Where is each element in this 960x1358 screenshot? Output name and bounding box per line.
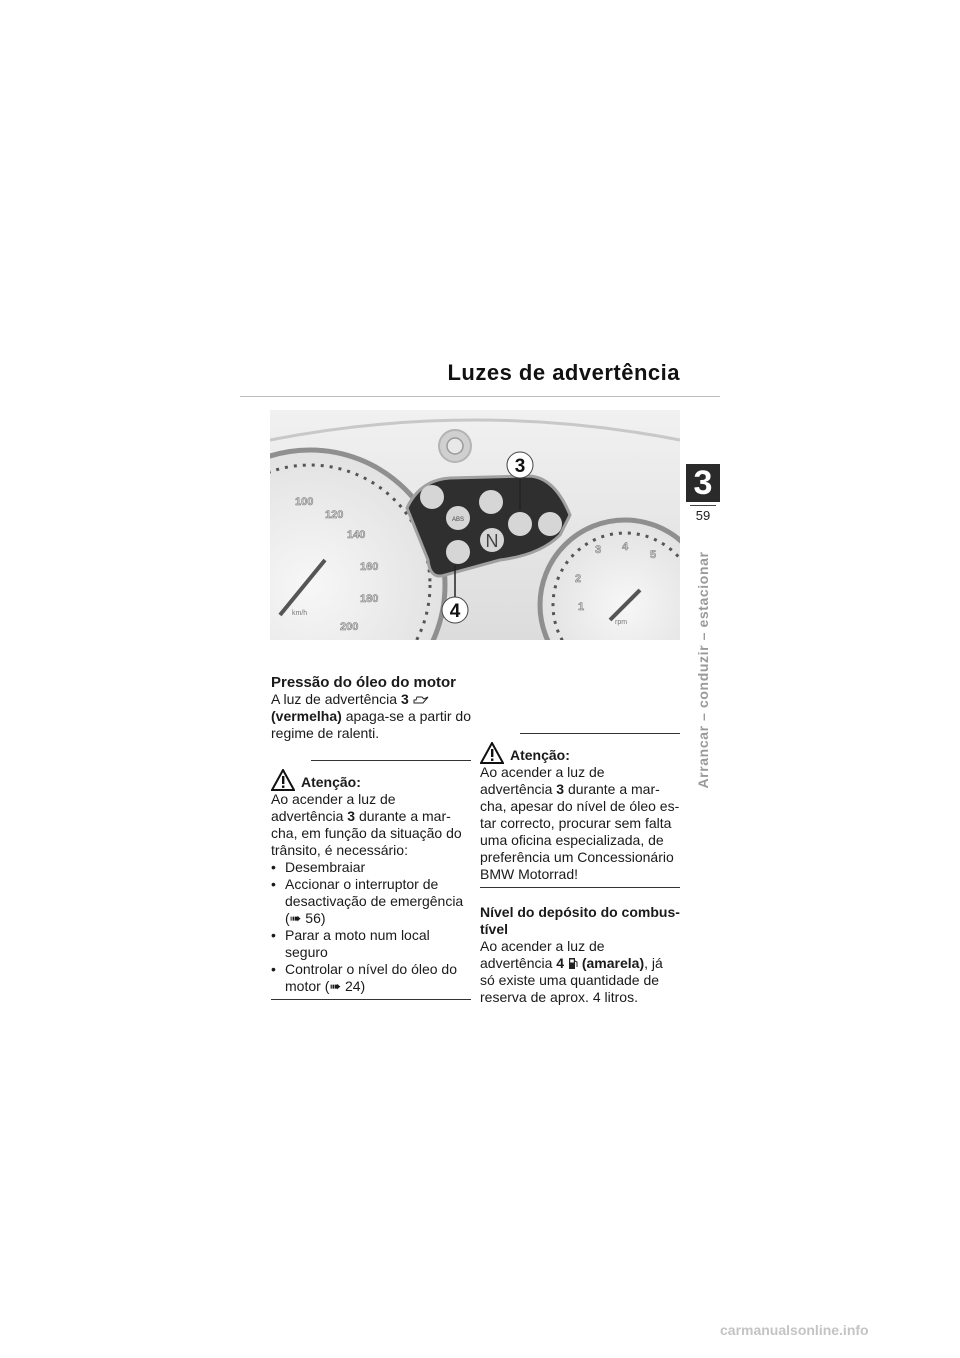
speedo-unit: km/h (292, 610, 308, 617)
warning-triangle-icon (480, 742, 504, 764)
header-divider (240, 396, 720, 397)
right-column (480, 733, 680, 1006)
page-number-divider (690, 505, 716, 506)
warning-triangle-icon (271, 769, 295, 791)
tacho-tick-1: 1 (578, 601, 585, 613)
instrument-cluster-illustration (270, 410, 680, 640)
callout-3-label: 3 (514, 456, 526, 477)
warning-title: Atenção: (510, 747, 570, 763)
tacho-tick-3: 3 (595, 544, 602, 556)
tacho-tick-5: 5 (650, 549, 657, 561)
tacho-unit: rpm (615, 619, 628, 626)
speedo-tick-140: 140 (347, 529, 366, 541)
chapter-side-label: Arrancar – conduzir – estacionar (695, 551, 711, 789)
list-item: • Controlar o nível do óleo do motor (➠ 24) (271, 961, 471, 995)
list-item: • Desembraiar (271, 859, 471, 876)
left-column (271, 674, 471, 1000)
watermark-text: carmanualsonline.info (720, 1322, 869, 1338)
section-title-fuel-level: Nível do depósito do combus-tível (480, 904, 680, 937)
section-title-oil-pressure: Pressão do óleo do motor (271, 674, 457, 691)
warning-top-rule (311, 760, 471, 761)
tacho-tick-4: 4 (622, 541, 629, 553)
tacho-tick-2: 2 (575, 573, 582, 585)
side-label-container (690, 540, 716, 800)
fuel-level-paragraph: Ao acender a luz de advertência 4 (amarela), já só existe uma quantidade de reserva de aprox. 4 litros. (480, 938, 663, 1005)
warning-heading (271, 769, 471, 791)
page-number: 59 (695, 508, 711, 523)
oil-can-icon (413, 694, 429, 706)
fuel-pump-icon (568, 957, 578, 970)
warning-paragraph: Ao acender a luz de advertência 3 durante a mar-cha, apesar do nível de óleo es-tar correcto, procurar sem falta uma oficina especializada, de preferência um Concessionário BMW Motorrad! (480, 764, 680, 882)
warning-top-rule (520, 733, 680, 734)
speedo-tick-160: 160 (360, 561, 379, 573)
speedo-tick-100: 100 (295, 496, 314, 508)
oil-pressure-paragraph: A luz de advertência 3 (vermelha) apaga-se a partir do regime de ralenti. (271, 691, 472, 741)
neutral-indicator-label: N (485, 531, 499, 551)
warning-heading (480, 742, 680, 764)
speedo-tick-120: 120 (325, 509, 344, 521)
warning-title: Atenção: (301, 774, 361, 790)
page-title: Luzes de advertência (447, 360, 680, 385)
list-item: • Accionar o interruptor de desactivação de emergência (➠ 56) (271, 876, 471, 927)
speedo-tick-180: 180 (360, 593, 379, 605)
callout-4-label: 4 (449, 601, 461, 622)
abs-indicator-label: ABS (451, 517, 465, 523)
warning-bottom-rule (271, 999, 471, 1000)
chapter-tab: 3 (686, 464, 720, 502)
warning-paragraph: Ao acender a luz de advertência 3 durante a mar-cha, em função da situação do trânsito, é necessário: (271, 791, 462, 858)
speedo-tick-200: 200 (340, 621, 359, 633)
action-list (271, 859, 471, 995)
list-item: • Parar a moto num local seguro (271, 927, 471, 961)
